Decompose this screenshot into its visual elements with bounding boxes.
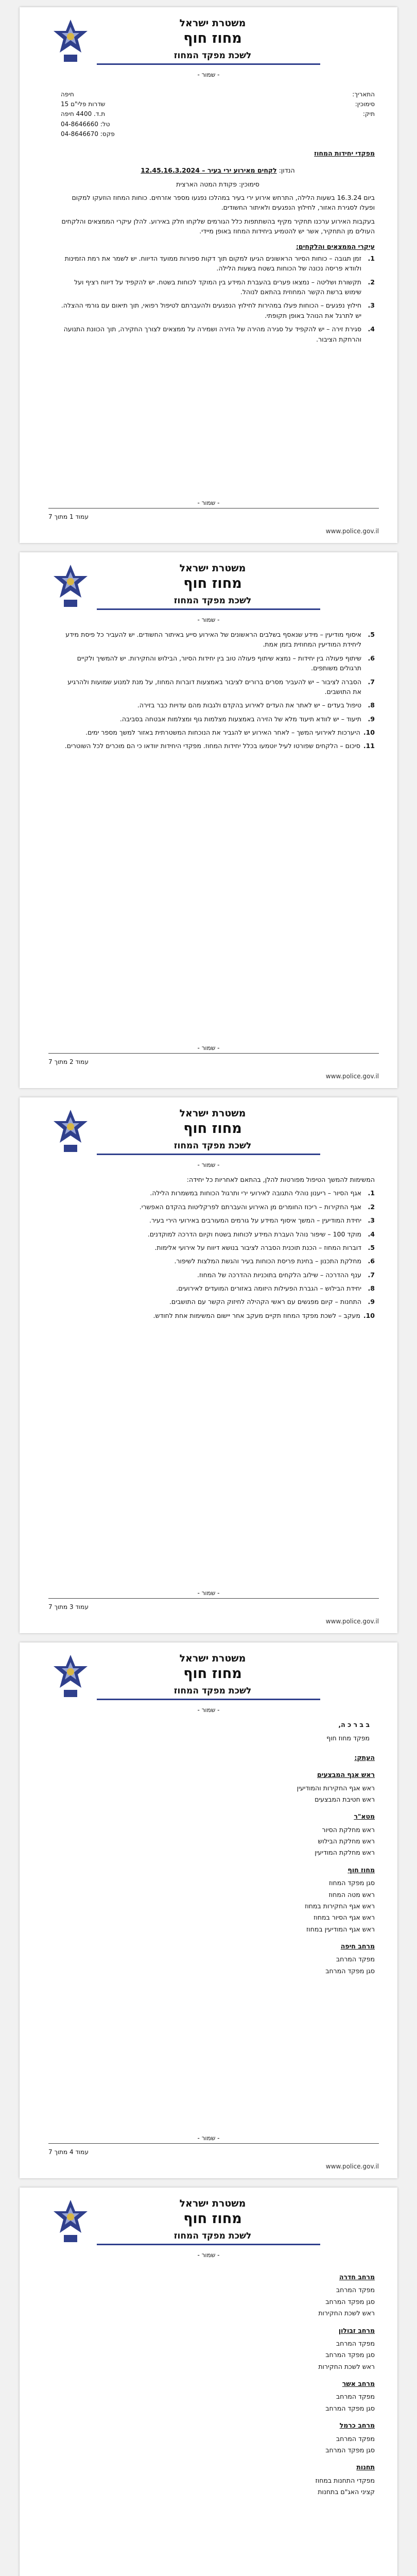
org-name-sub: לשכת מפקד המחוז	[173, 50, 252, 61]
letterhead	[20, 1642, 397, 1699]
list-item: 4. מוקד 100 – שיפור נוהל העברת המידע לכוחות בשטח וקיום הדרכה למוקדנים.	[147, 1230, 375, 1238]
subject-line	[61, 165, 375, 175]
list-item: 5. איסוף מודיעין – מידע שנאסף בשלבים הראשונים של האירוע סייע באיתור החשודים. יש להעביר כל פיסת מידע ליחידת המודיעין המחוזית בזמן אמת.	[65, 631, 375, 649]
list-item: 8. טיפול בעדים – יש לאתר את העדים לאירוע בהקדם ולגבות מהם עדויות כבר בזירה.	[137, 701, 375, 709]
signature-title: ב ב ר כ ה,	[338, 1721, 370, 1728]
distribution-group: מרחב חיפה	[340, 1942, 375, 1950]
list-item: 3. חילוץ נפגעים – הכוחות פעלו במהירות לחילוץ הנפגעים ולהעברתם לטיפול רפואי, תוך תיאום עם גורמי ההצלה. יש לתרגל את הנוהל באופן תקופתי.	[61, 301, 375, 319]
page-number: עמוד 3 מתוך 7	[48, 1603, 89, 1611]
list-item: 8. יחידת הבילוש – הגברת הפעילות היזומה באזורים המועדים לאירועים.	[176, 1284, 375, 1292]
document-page-2	[20, 552, 397, 1088]
address-line: ת.ד. 4400 חיפה	[61, 110, 106, 118]
distribution-line: ראש חטיבת המבצעים	[315, 1795, 375, 1803]
classification-header: - שמור -	[197, 2251, 220, 2259]
police-emblem-icon	[49, 2199, 92, 2245]
distribution-line: ראש לשכת החקירות	[318, 2309, 375, 2317]
address-line: פקס: 04-8646670	[61, 130, 115, 138]
distribution-line: מפקד המרחב	[336, 2286, 375, 2294]
list-item: 7. ענף ההדרכה – שילוב הלקחים בתוכניות ההדרכה של המחוז.	[197, 1270, 375, 1279]
list-item: 10. היערכות לאירועי המשך – לאחר האירוע יש להגביר את הנוכחות המשטרתית באזור למשך מספר ימים.	[85, 728, 375, 736]
letterhead-rule	[97, 608, 320, 610]
footer-classification: - שמור -	[197, 1589, 220, 1597]
page-number: עמוד 2 מתוך 7	[48, 1058, 89, 1065]
org-name-sub: לשכת מפקד המחוז	[173, 596, 252, 606]
address-line: חיפה	[61, 91, 74, 98]
classification-header: - שמור -	[197, 1161, 220, 1168]
list-item: 6. שיתוף פעולה בין יחידות – נמצא שיתוף פעולה טוב בין יחידות הסיור, הבילוש והחקירות. יש להמשיך ולקיים תרגולים משותפים.	[77, 654, 375, 672]
address-line: טל: 04-8646660	[61, 120, 110, 128]
document-page-3	[20, 1097, 397, 1633]
list-item: 5. דוברות המחוז – הכנת תוכנית הסברה לציבור בנושא דיווח על אירועי אלימות.	[154, 1243, 375, 1251]
distribution-line: ראש מחלקת המודיעין	[315, 1849, 375, 1857]
reference-label: סימוכין:	[355, 100, 375, 108]
address-block	[61, 90, 115, 139]
distribution-line: ראש מחלקת הסיור	[322, 1825, 375, 1834]
police-emblem-icon	[49, 564, 92, 610]
distribution-line: מפקד המרחב	[336, 2339, 375, 2347]
footer-rule	[48, 1598, 379, 1599]
letterhead	[20, 7, 397, 64]
letterhead	[20, 2188, 397, 2244]
org-name-sub: לשכת מפקד המחוז	[173, 2231, 252, 2241]
address-date-block	[61, 90, 375, 139]
classification-header: - שמור -	[197, 616, 220, 623]
org-name-main: מחוז חוף	[183, 575, 242, 591]
paragraph: המשימות להמשך הטיפול מפורטות להלן, בהתאם לאחריות כל יחידה:	[186, 1176, 375, 1183]
distribution-group: מרחב זבולון	[338, 2326, 375, 2334]
letterhead	[20, 552, 397, 609]
distribution-line: מפקד המרחב	[336, 2434, 375, 2443]
org-name-top: משטרת ישראל	[179, 1108, 246, 1119]
website-link[interactable]: www.police.gov.il	[325, 1618, 379, 1625]
distribution-line: קציני האג"ם בתחנות	[318, 2488, 375, 2496]
document-page-4	[20, 1642, 397, 2178]
footer-rule	[48, 1053, 379, 1054]
letterhead	[20, 1097, 397, 1154]
list-item: 2. תקשורת ושליטה – נמצאו פערים בהעברת המידע בין המוקד לכוחות בשטח. יש להקפיד על דיווח רציף ועל שימוש ברשת הקשר המחוזית בהתאם לנוהל.	[74, 278, 375, 296]
police-emblem-icon	[49, 19, 92, 65]
letterhead-rule	[97, 63, 320, 65]
distribution-group: מרחב חדרה	[339, 2273, 375, 2281]
distribution-group: תחנות	[356, 2463, 375, 2471]
distribution-line: סגן מפקד המרחב	[325, 1967, 375, 1975]
website-link[interactable]: www.police.gov.il	[325, 2163, 379, 2170]
page-number: עמוד 4 מתוך 7	[48, 2148, 89, 2156]
distribution-group: מרחב אשר	[342, 2380, 375, 2387]
distribution-line: סגן מפקד המרחב	[325, 2351, 375, 2359]
distribution-line: סגן מפקד המרחב	[325, 2404, 375, 2412]
distribution-line: מפקד המרחב	[336, 2393, 375, 2401]
list-item: 2. אגף החקירות – ריכוז החומרים מן האירוע והעברתם לפרקליטות בהקדם האפשרי.	[139, 1202, 375, 1211]
letterhead-rule	[97, 1154, 320, 1155]
distribution-line: ראש אגף הסיור במחוז	[314, 1913, 375, 1922]
file-label: תיק:	[362, 110, 375, 118]
distribution-line: מפקדי התחנות במחוז	[315, 2476, 375, 2484]
org-name-sub: לשכת מפקד המחוז	[173, 1141, 252, 1151]
distribution-line: ראש מטה המחוז	[328, 1890, 375, 1899]
paragraph: בעקבות האירוע ערכנו תחקיר מקיף בהשתתפות כלל הגורמים שלקחו חלק באירוע. להלן עיקרי הממצאים והלקחים העולים מן התחקיר, אשר יש להטמיע ביחידות המחוז באופן מיידי.	[61, 217, 375, 235]
list-item: 1. אגף הסיור – ריענון נוהלי התגובה לאירועי ירי ותרגול הכוחות במשמרות הלילה.	[150, 1189, 375, 1197]
org-name-sub: לשכת מפקד המחוז	[173, 1686, 252, 1696]
org-name-main: מחוז חוף	[183, 1666, 242, 1682]
org-name-top: משטרת ישראל	[179, 18, 246, 29]
list-item: 4. סגירת זירה – יש להקפיד על סגירה מהירה של הזירה ושמירה על ממצאים לצורך החקירה, תוך הכוונת התנועה והרחקת הציבור.	[63, 325, 375, 343]
distribution-line: סגן מפקד המחוז	[328, 1879, 375, 1887]
paragraph: ביום 16.3.24 בשעות הלילה, התרחש אירוע ירי בעיר במהלכו נפגעו מספר אזרחים. כוחות המחוז הוזעקו למקום ופעלו לסגירת האזור, לחילוץ הנפגעים ולאיתור החשודים.	[72, 194, 375, 212]
distribution-line: מפקד המרחב	[336, 1955, 375, 1963]
list-item: 6. מחלקת התכנון – בחינת פריסת הכוחות בעיר והגשת המלצות לשיפור.	[174, 1257, 375, 1265]
distribution-group: מחוז חוף	[348, 1866, 375, 1874]
distribution-line: ראש לשכת החקירות	[318, 2362, 375, 2370]
website-link[interactable]: www.police.gov.il	[325, 1073, 379, 1080]
list-item: 3. יחידת המודיעין – המשך איסוף המידע על גורמים המעורבים באירועי הירי בעיר.	[149, 1216, 375, 1225]
list-item: 11. סיכום – הלקחים שפורטו לעיל יוטמעו בכלל יחידות המחוז. מפקדי היחידות יוודאו כי הם מוכרים לכל השוטרים.	[64, 742, 375, 750]
distribution-line: ראש אגף המודיעין במחוז	[306, 1925, 375, 1933]
distribution-group: ראש אגף המבצעים	[317, 1771, 375, 1779]
date-label: התאריך:	[352, 91, 375, 98]
list-item: 10. מעקב – לשכת מפקד המחוז תקיים מעקב אחר יישום המשימות אחת לחודש.	[153, 1311, 375, 1319]
document-page-1	[20, 7, 397, 543]
list-item: 7. הסברה לציבור – יש להעביר מסרים ברורים לציבור באמצעות דוברות המחוז, על מנת למנוע שמועות ולהרגיע את התושבים.	[67, 677, 375, 696]
distribution-group: מרחב כרמל	[339, 2421, 375, 2430]
recipient: מפקדי יחידות המחוז	[314, 149, 375, 157]
list-item: 1. זמן תגובה – כוחות הסיור הראשונים הגיעו למקום תוך דקות ספורות ממועד הדיווח. יש לשמר את רמת הזמינות ולוודא פריסה נכונה של הכוחות בשטח בשעות הלילה.	[64, 254, 375, 273]
reference-line: סימוכין: פקודת המטה הארצית	[176, 180, 259, 188]
list-item: 9. תיעוד – יש לוודא תיעוד מלא של הזירה באמצעות מצלמות גוף ומצלמות אבטחה בסביבה.	[119, 715, 375, 723]
police-emblem-icon	[49, 1109, 92, 1155]
distribution-line: ראש מחלקת הבילוש	[318, 1837, 375, 1845]
letterhead-rule	[97, 1699, 320, 1700]
classification-header: - שמור -	[197, 1706, 220, 1714]
org-name-main: מחוז חוף	[183, 1121, 242, 1137]
distribution-line: סגן מפקד המרחב	[325, 2297, 375, 2306]
section-title: עיקרי הממצאים והלקחים:	[296, 242, 375, 250]
subject-prefix: הנדון:	[279, 166, 295, 175]
footer-classification: - שמור -	[197, 1044, 220, 1052]
list-item: 9. התחנות – קיום מפגשים עם ראשי הקהילה לחיזוק הקשר עם התושבים.	[169, 1298, 375, 1306]
classification-header: - שמור -	[197, 71, 220, 78]
subject-text: לקחים מאירוע ירי בעיר – 12.45.16.3.2024	[141, 166, 277, 175]
distribution-title: העתק:	[354, 1753, 375, 1761]
police-emblem-icon	[49, 1654, 92, 1700]
distribution-line: ראש אגף החקירות במחוז	[305, 1902, 375, 1910]
page-number: עמוד 1 מתוך 7	[48, 513, 89, 520]
org-name-top: משטרת ישראל	[179, 2198, 246, 2209]
distribution-group: מטא"ר	[354, 1812, 375, 1821]
footer-classification: - שמור -	[197, 2134, 220, 2142]
footer-rule	[48, 2143, 379, 2144]
address-line: שדרות פלי"ם 15	[61, 100, 106, 108]
footer-classification: - שמור -	[197, 499, 220, 506]
distribution-line: ראש אגף החקירות והמודיעין	[297, 1784, 375, 1792]
document-page-5	[20, 2188, 397, 2576]
distribution-line: סגן מפקד המרחב	[325, 2446, 375, 2454]
website-link[interactable]: www.police.gov.il	[325, 528, 379, 535]
org-name-main: מחוז חוף	[183, 30, 242, 46]
org-name-main: מחוז חוף	[183, 2211, 242, 2227]
signature-name: מפקד מחוז חוף	[326, 1734, 370, 1742]
footer-rule	[48, 508, 379, 509]
date-block	[352, 90, 375, 139]
letterhead-rule	[97, 2244, 320, 2245]
org-name-top: משטרת ישראל	[179, 563, 246, 574]
org-name-top: משטרת ישראל	[179, 1653, 246, 1664]
